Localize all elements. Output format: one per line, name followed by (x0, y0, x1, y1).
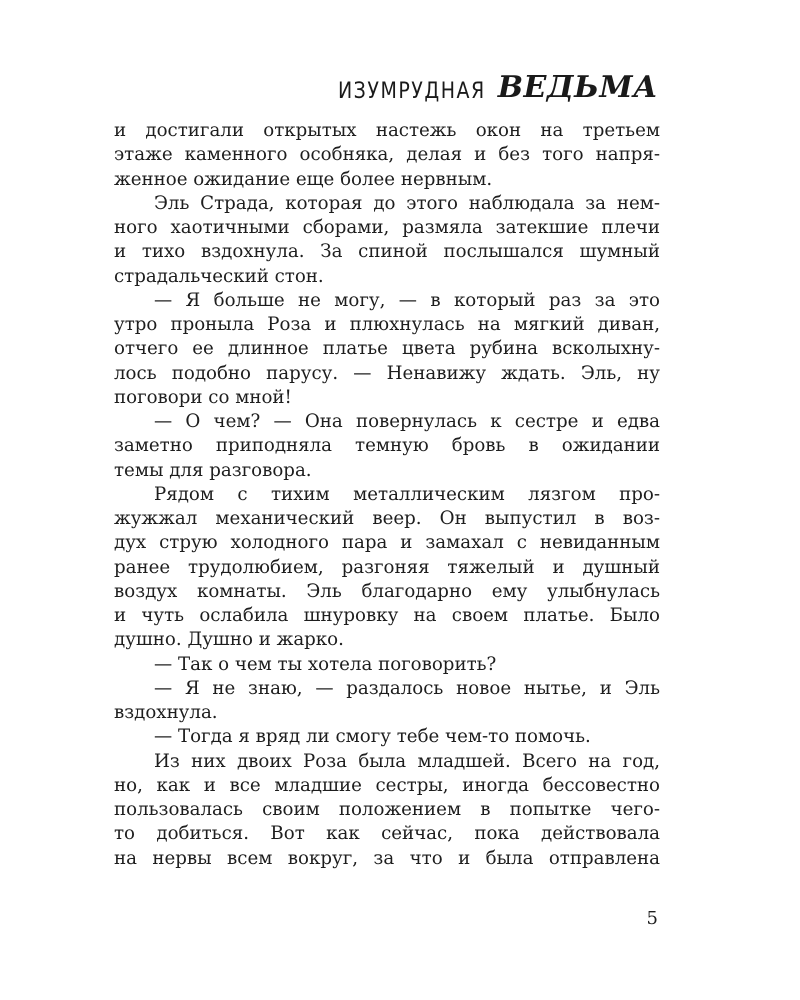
text-line: отчего ее длинное платье цвета рубина всколыхну- (114, 338, 660, 360)
text-line: — Так о чем ты хотела поговорить? (154, 653, 497, 675)
text-line: поговори со мной! (114, 386, 292, 408)
text-line: душно. Душно и жарко. (114, 629, 344, 651)
text-line: Эль Страда, которая до этого наблюдала за нем- (154, 192, 660, 214)
book-title-light: ИЗУМРУДНАЯ (337, 78, 486, 104)
text-line: и достигали открытых настежь окон на третьем (114, 120, 660, 141)
text-line: страдальческий стон. (114, 265, 324, 287)
text-line: лось подобно парусу. — Ненавижу ждать. Эль, ну (114, 362, 660, 384)
text-line: дух струю холодного пара и замахал с невиданным (114, 532, 660, 554)
running-header (338, 70, 658, 105)
text-line: женное ожидание еще более нервным. (114, 168, 493, 190)
text-line: — Я больше не могу, — в который раз за это (154, 289, 660, 311)
text-line: — О чем? — Она повернулась к сестре и едва (154, 411, 660, 432)
text-line: Рядом с тихим металлическим лязгом про- (154, 483, 660, 505)
page-number: 5 (646, 908, 658, 929)
text-line: темы для разговора. (114, 459, 312, 481)
text-line: вздохнула. (114, 702, 218, 723)
text-line: ранее трудолюбием, разгоняя тяжелый и душный (114, 556, 660, 578)
text-line: — Тогда я вряд ли смогу тебе чем-то помочь. (154, 726, 591, 748)
text-line: и тихо вздохнула. За спиной послышался шумный (114, 241, 660, 263)
text-line: ного хаотичными сборами, размяла затекшие плечи (114, 217, 660, 238)
text-line: Из них двоих Роза была младшей. Всего на год, (154, 750, 660, 772)
text-line: на нервы всем вокруг, за что и была отправлена (114, 847, 660, 869)
text-line: этаже каменного особняка, делая и без того напря- (114, 144, 660, 166)
page-text (114, 119, 660, 871)
book-title-bold: ВЕДЬМА (497, 70, 658, 105)
text-line: и чуть ослабила шнуровку на своем платье. Было (114, 605, 660, 626)
text-line: то добиться. Вот как сейчас, пока действовала (114, 823, 660, 845)
text-line: заметно приподняла темную бровь в ожидании (114, 435, 660, 457)
text-line: воздух комнаты. Эль благодарно ему улыбнулась (114, 580, 660, 602)
text-line: — Я не знаю, — раздалось новое нытье, и Эль (154, 677, 660, 699)
text-line: утро проныла Роза и плюхнулась на мягкий диван, (114, 314, 660, 335)
text-line: но, как и все младшие сестры, иногда бессовестно (114, 774, 660, 796)
text-line: жужжал механический веер. Он выпустил в воз- (114, 508, 660, 529)
text-line: пользовалась своим положением в попытке чего- (114, 799, 660, 820)
